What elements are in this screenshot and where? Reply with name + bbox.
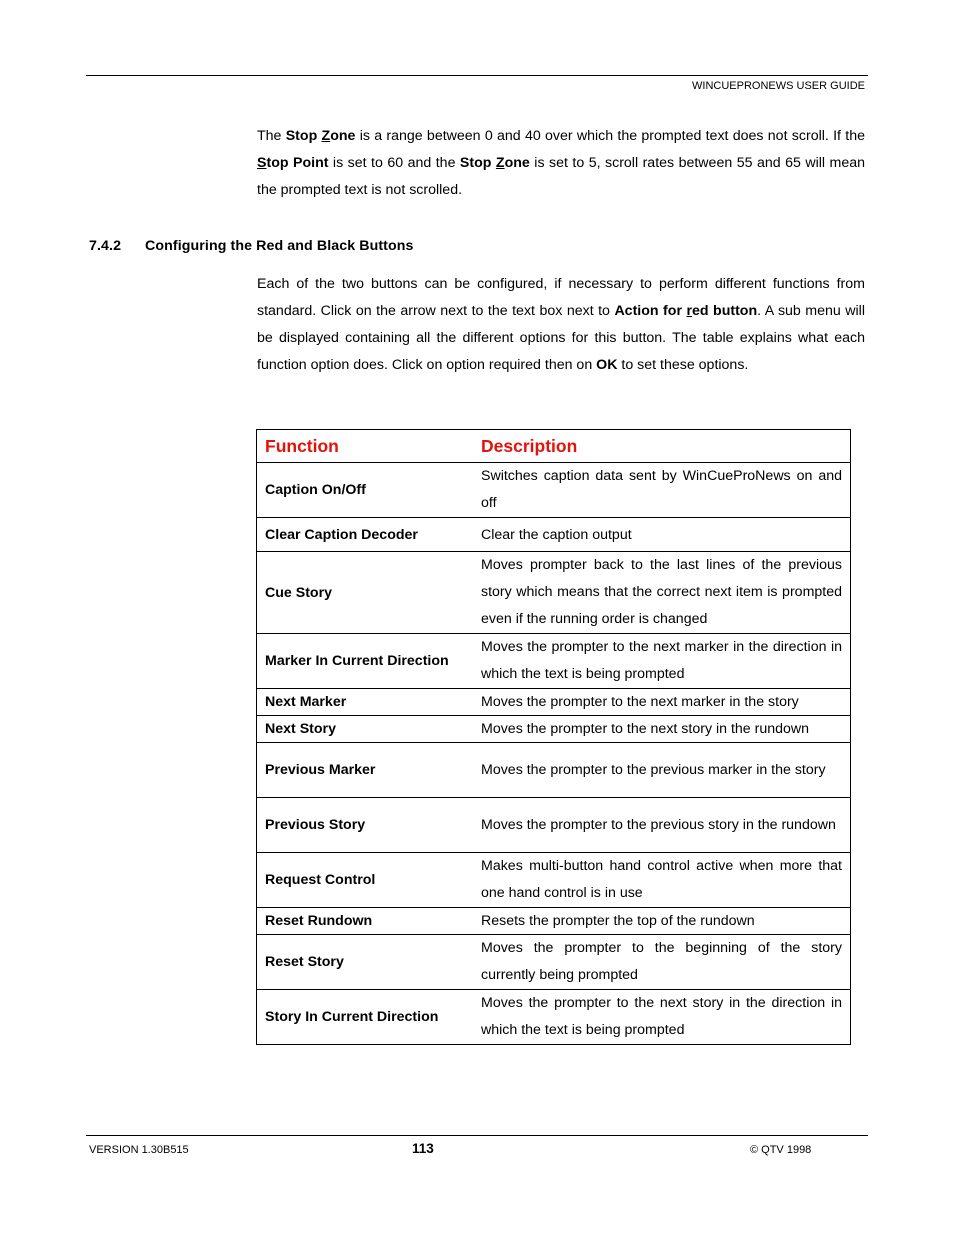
version-label: VERSION 1.30B515 [89, 1144, 189, 1156]
function-cell: Next Marker [257, 689, 482, 716]
function-cell: Reset Story [257, 935, 482, 990]
description-cell: Switches caption data sent by WinCueProNews on and off [481, 463, 851, 518]
function-cell: Clear Caption Decoder [257, 518, 482, 552]
description-cell: Moves the prompter to the next marker in the direction in which the text is being prompted [481, 634, 851, 689]
table-row [257, 463, 851, 518]
section-number: 7.4.2 [89, 238, 122, 254]
table-row [257, 743, 851, 798]
footer-rule [86, 1135, 868, 1136]
description-cell: Moves prompter back to the last lines of the previous story which means that the correct next item is prompted even if the running order is changed [481, 552, 851, 634]
description-cell: Moves the prompter to the next story in the direction in which the text is being prompted [481, 990, 851, 1045]
function-cell: Previous Story [257, 798, 482, 853]
function-cell: Previous Marker [257, 743, 482, 798]
body-paragraph: Each of the two buttons can be configured, if necessary to perform different functions from standard. Click on the arrow next to the text box next to Action for red button. A sub menu will be displayed containing all the different options for this button. The table explains what each function option does. Click on option required then on OK to set these options. [257, 276, 865, 373]
description-cell: Resets the prompter the top of the rundown [481, 908, 851, 935]
function-cell: Story In Current Direction [257, 990, 482, 1045]
description-cell: Moves the prompter to the next marker in the story [481, 689, 851, 716]
table-header-row [257, 430, 851, 463]
header-function: Function [257, 430, 482, 463]
intro-paragraph: The Stop Zone is a range between 0 and 40 over which the prompted text does not scroll. If the Stop Point is set to 60 and the Stop Zone is set to 5, scroll rates between 55 and 65 will mean the prompted text is not scrolled. [257, 128, 865, 198]
function-cell: Caption On/Off [257, 463, 482, 518]
function-table [256, 429, 851, 1045]
description-cell: Moves the prompter to the previous story in the rundown [481, 798, 851, 853]
description-cell: Moves the prompter to the previous marker in the story [481, 743, 851, 798]
copyright: © QTV 1998 [750, 1144, 812, 1156]
section-title: Configuring the Red and Black Buttons [145, 238, 414, 254]
table-row [257, 853, 851, 908]
table-row [257, 798, 851, 853]
page-number: 113 [412, 1141, 434, 1156]
header-rule [86, 75, 868, 76]
function-cell: Cue Story [257, 552, 482, 634]
table-row [257, 634, 851, 689]
description-cell: Moves the prompter to the beginning of the story currently being prompted [481, 935, 851, 990]
table-row [257, 689, 851, 716]
function-cell: Request Control [257, 853, 482, 908]
table-row [257, 716, 851, 743]
header-description: Description [481, 430, 851, 463]
table-row [257, 935, 851, 990]
section-heading [89, 238, 414, 254]
function-cell: Next Story [257, 716, 482, 743]
table-row [257, 518, 851, 552]
function-cell: Marker In Current Direction [257, 634, 482, 689]
table-row [257, 552, 851, 634]
guide-title: WINCUEPRONEWS USER GUIDE [692, 80, 865, 92]
function-cell: Reset Rundown [257, 908, 482, 935]
description-cell: Moves the prompter to the next story in the rundown [481, 716, 851, 743]
description-cell: Clear the caption output [481, 518, 851, 552]
table-row [257, 990, 851, 1045]
table-row [257, 908, 851, 935]
description-cell: Makes multi-button hand control active when more that one hand control is in use [481, 853, 851, 908]
